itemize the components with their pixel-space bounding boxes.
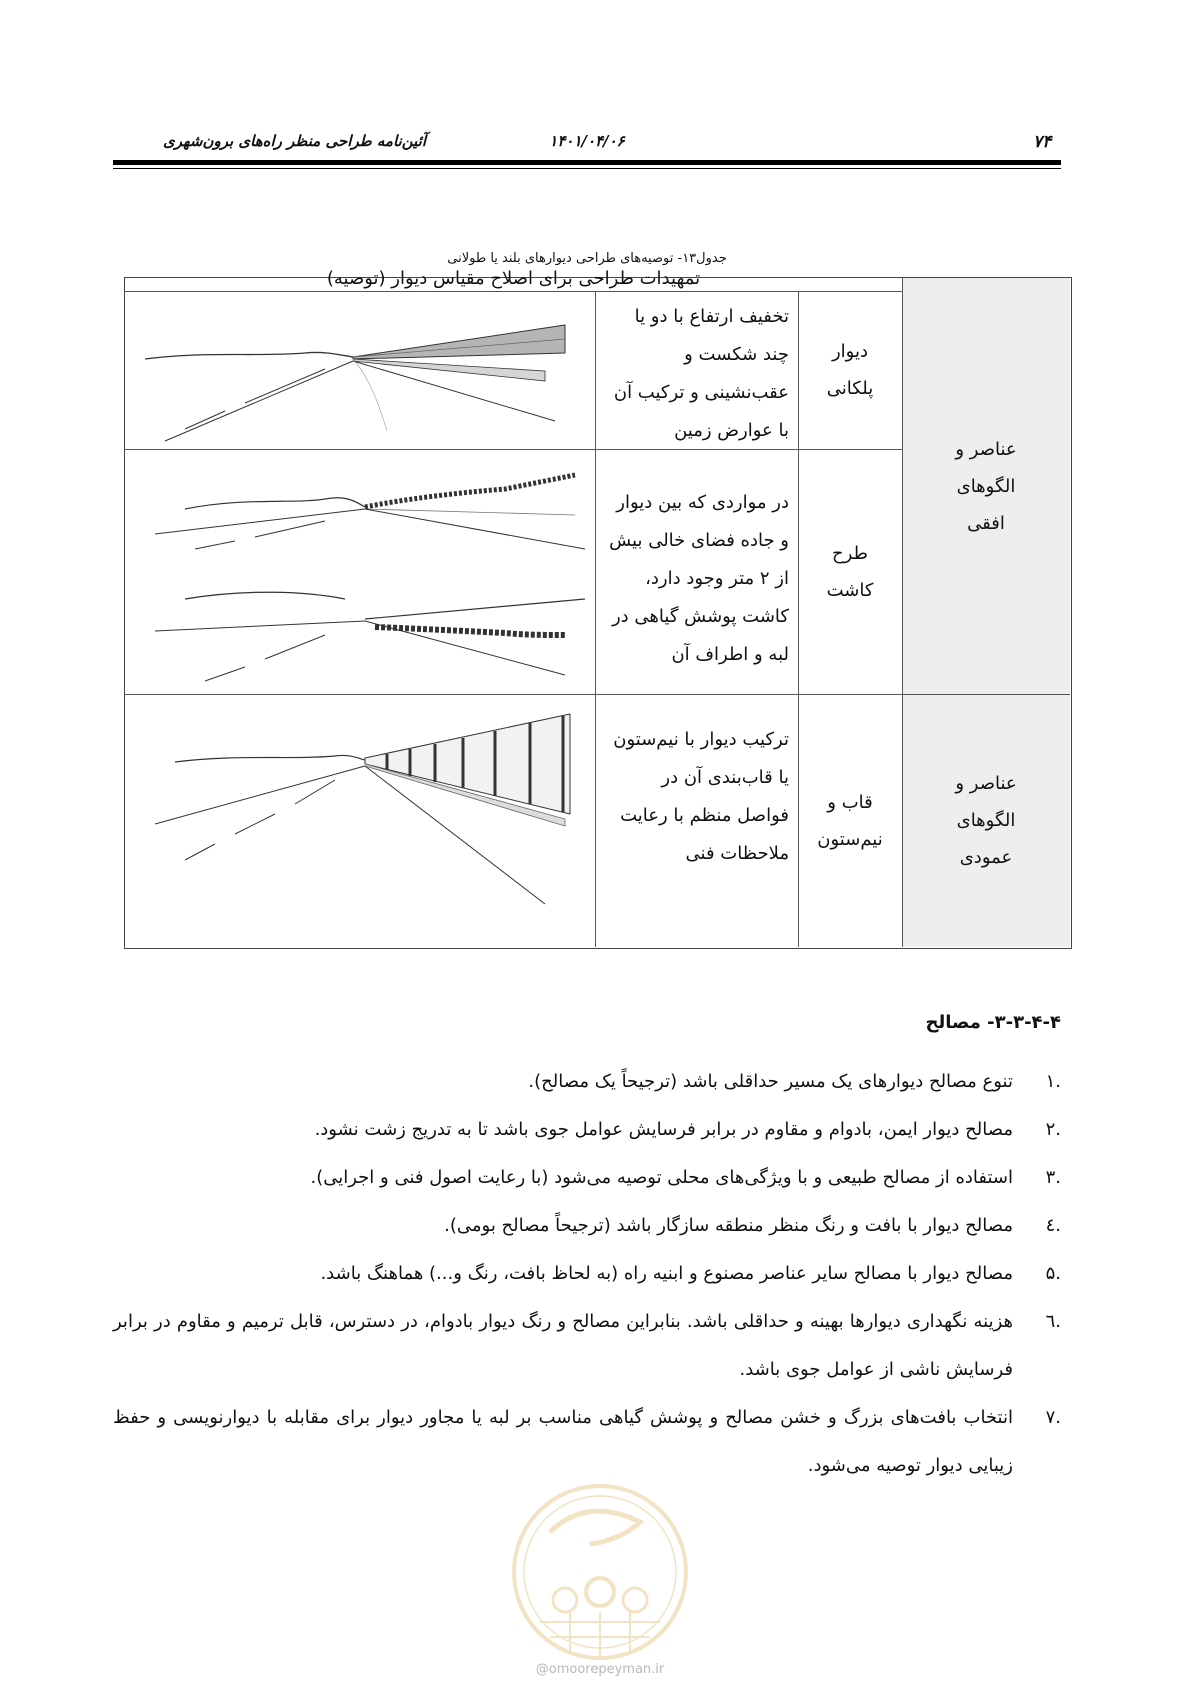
type-label-line: نیم‌ستون bbox=[817, 828, 883, 850]
item-number: .۵ bbox=[1045, 1263, 1061, 1284]
description-line: لبه و اطراف آن bbox=[671, 644, 789, 665]
page-header bbox=[113, 132, 1061, 154]
item-number: .۳ bbox=[1045, 1167, 1061, 1188]
group-label-line: الگوهای bbox=[956, 810, 1016, 831]
watermark-url: @omoorepeyman.ir bbox=[535, 1662, 665, 1677]
type-label-line: کاشت bbox=[826, 579, 874, 601]
book-title: آئین‌نامه طراحی منظر راه‌های برون‌شهری bbox=[163, 132, 426, 150]
group-label-line: عناصر و bbox=[955, 773, 1017, 794]
list-item bbox=[113, 1202, 1061, 1250]
item-text: انتخاب بافت‌های بزرگ و خشن مصالح و پوشش گیاهی مناسب بر لبه یا مجاور دیوار برای مقابله با دیوارنویسی و حفظ زیبایی دیوار توصیه می‌شود. bbox=[113, 1407, 1013, 1476]
list-item bbox=[113, 1058, 1061, 1106]
type-label-line: دیوار bbox=[831, 341, 869, 362]
description-line: عقب‌نشینی و ترکیب آن bbox=[613, 382, 789, 403]
item-text: استفاده از مصالح طبیعی و با ویژگی‌های محلی توصیه می‌شود (با رعایت اصول فنی و اجرایی). bbox=[310, 1167, 1013, 1188]
watermark-logo bbox=[510, 1472, 690, 1672]
item-text: مصالح دیوار با مصالح سایر عناصر مصنوع و ابنیه راه (به لحاظ بافت، رنگ و...) هماهنگ باشد. bbox=[320, 1263, 1013, 1284]
description-line: با عوارض زمین bbox=[674, 420, 789, 441]
table-header bbox=[125, 260, 902, 292]
description-line: یا قاب‌بندی آن در bbox=[661, 767, 789, 788]
list-item bbox=[113, 1250, 1061, 1298]
item-text: مصالح دیوار با بافت و رنگ منظر منطقه سازگار باشد (ترجیحاً مصالح بومی). bbox=[444, 1215, 1013, 1236]
description-line: ترکیب دیوار با نیم‌ستون bbox=[613, 729, 789, 750]
type-label-line: قاب و bbox=[827, 791, 873, 813]
group-label-line: عناصر و bbox=[955, 438, 1017, 460]
design-recommendations-table bbox=[124, 268, 1072, 949]
page-number: ۷۴ bbox=[1033, 132, 1052, 152]
description-line: فواصل منظم با رعایت bbox=[620, 805, 789, 826]
row-description-planting bbox=[606, 484, 789, 674]
materials-list bbox=[113, 1058, 1061, 1490]
frame-pilaster-sketch bbox=[125, 694, 595, 947]
row-type-stepped-wall bbox=[798, 291, 902, 449]
description-line: چند شکست و bbox=[684, 344, 789, 365]
group-horizontal bbox=[902, 278, 1070, 694]
header-rule-thick bbox=[113, 160, 1061, 165]
item-number: .٦ bbox=[1045, 1311, 1061, 1332]
description-line: ملاحظات فنی bbox=[685, 843, 789, 864]
list-item bbox=[113, 1154, 1061, 1202]
group-label-line: افقی bbox=[967, 512, 1005, 534]
description-line: از ۲ متر وجود دارد، bbox=[645, 568, 789, 589]
type-label-line: طرح bbox=[832, 542, 868, 564]
group-label-line: عمودی bbox=[959, 847, 1013, 868]
list-item bbox=[113, 1298, 1061, 1394]
stepped-wall-sketch bbox=[125, 291, 595, 449]
description-line: کاشت پوشش گیاهی در bbox=[611, 606, 789, 627]
item-number: .٤ bbox=[1045, 1215, 1061, 1236]
table-caption: جدول۱۳- توصیه‌های طراحی دیوارهای بلند یا طولانی bbox=[447, 251, 727, 266]
description-line: در مواردی که بین دیوار bbox=[616, 492, 789, 513]
group-vertical bbox=[902, 694, 1070, 947]
table-header-text: تمهیدات طراحی برای اصلاح مقیاس دیوار (توصیه) bbox=[326, 268, 701, 289]
row-description-stepped-wall bbox=[606, 298, 789, 450]
list-item bbox=[113, 1106, 1061, 1154]
item-text: هزینه نگهداری دیوارها بهینه و حداقلی باشد. بنابراین مصالح و رنگ دیوار بادوام، در دسترس، قابل ترمیم و مقاوم در برابر فرسایش ناشی از عوامل جوی باشد. bbox=[113, 1311, 1013, 1380]
row-type-frame-pilaster bbox=[798, 694, 902, 947]
row-description-frame-pilaster bbox=[606, 721, 789, 873]
planting-sketch bbox=[125, 449, 595, 694]
item-number: .۷ bbox=[1045, 1407, 1061, 1428]
item-text: تنوع مصالح دیوارهای یک مسیر حداقلی باشد (ترجیحاً یک مصالح). bbox=[528, 1071, 1013, 1092]
description-line: و جاده فضای خالی بیش bbox=[609, 530, 789, 551]
row-type-planting bbox=[798, 449, 902, 694]
section-title: ۳-۳-۴-۴- مصالح bbox=[925, 1012, 1061, 1033]
description-line: تخفیف ارتفاع با دو یا bbox=[634, 306, 789, 327]
item-number: .۲ bbox=[1045, 1119, 1061, 1140]
header-date: ۱۴۰۱/۰۴/۰۶ bbox=[549, 132, 625, 150]
group-label-line: الگوهای bbox=[956, 475, 1016, 497]
type-label-line: پلکانی bbox=[826, 378, 874, 399]
item-number: .۱ bbox=[1045, 1071, 1061, 1092]
header-rule-thin bbox=[113, 168, 1061, 169]
item-text: مصالح دیوار ایمن، بادوام و مقاوم در برابر فرسایش عوامل جوی باشد تا به تدریج زشت نشود. bbox=[314, 1119, 1013, 1140]
